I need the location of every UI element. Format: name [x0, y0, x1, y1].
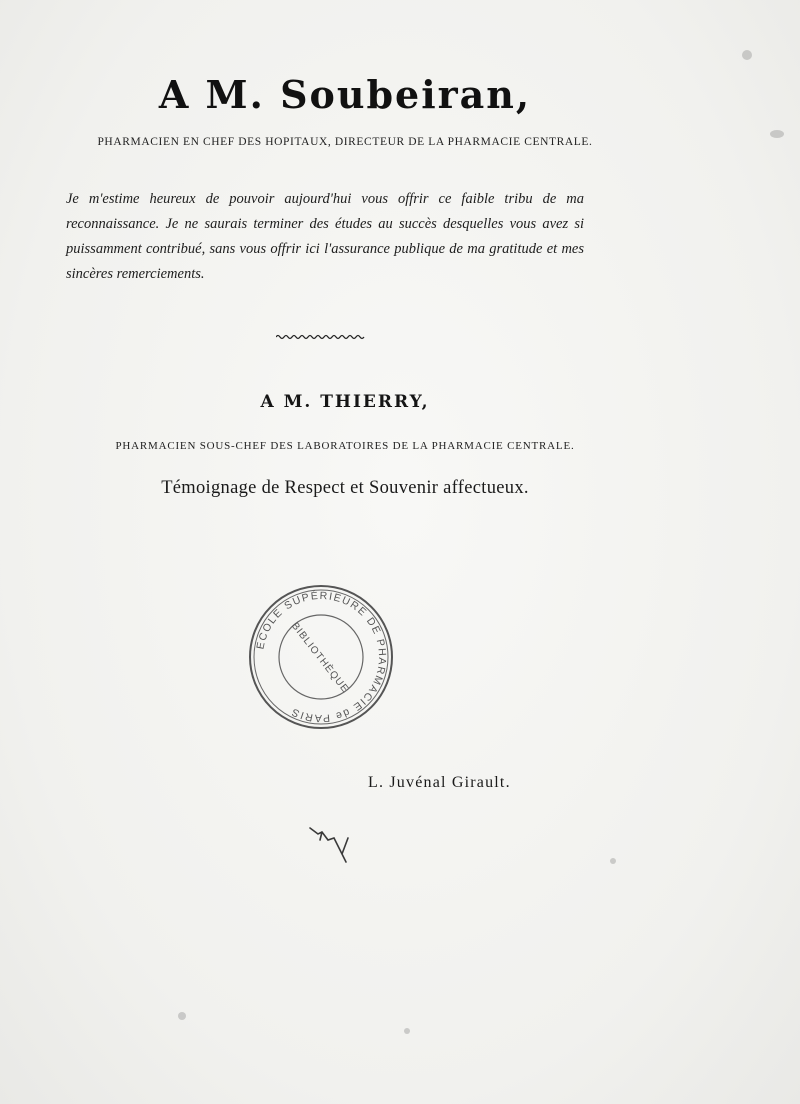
dedicatee-role-soubeiran: PHARMACIEN EN CHEF DES HOPITAUX, DIRECTEUR DE LA PHARMACIE CENTRALE.	[97, 136, 593, 148]
paper-speck	[742, 50, 752, 60]
stamp-outer-text: ECOLE SUPÉRIEURE DE PHARMACIE de PARIS	[254, 589, 389, 725]
paper-speck	[404, 1028, 410, 1034]
dedication-paragraph: Je m'estime heureux de pouvoir aujourd'hui vous offrir ce faible tribu de ma reconnaissance. Je ne saurais terminer des études au succès desquelles vous avez si puissamment contribué, sans vous offrir ici l'assurance publique de ma gratitude et mes sincères remerciements.	[66, 191, 584, 282]
dedicatee-heading-soubeiran: A M. Soubeiran,	[158, 72, 532, 117]
pen-mark	[308, 824, 356, 866]
tribute-line: Témoignage de Respect et Souvenir affectueux.	[161, 478, 529, 498]
stamp-inner-text: BIBLIOTHÈQUE	[289, 620, 351, 696]
author-signature: L. Juvénal Girault.	[368, 774, 511, 791]
paper-speck	[178, 1012, 186, 1020]
paper-speck	[610, 858, 616, 864]
dedicatee-role-thierry: PHARMACIEN SOUS-CHEF DES LABORATOIRES DE LA PHARMACIE CENTRALE.	[115, 440, 575, 452]
ornamental-divider	[276, 334, 366, 340]
paper-speck	[770, 130, 784, 138]
dedicatee-heading-thierry: A M. THIERRY,	[260, 392, 430, 412]
library-stamp	[248, 584, 394, 730]
